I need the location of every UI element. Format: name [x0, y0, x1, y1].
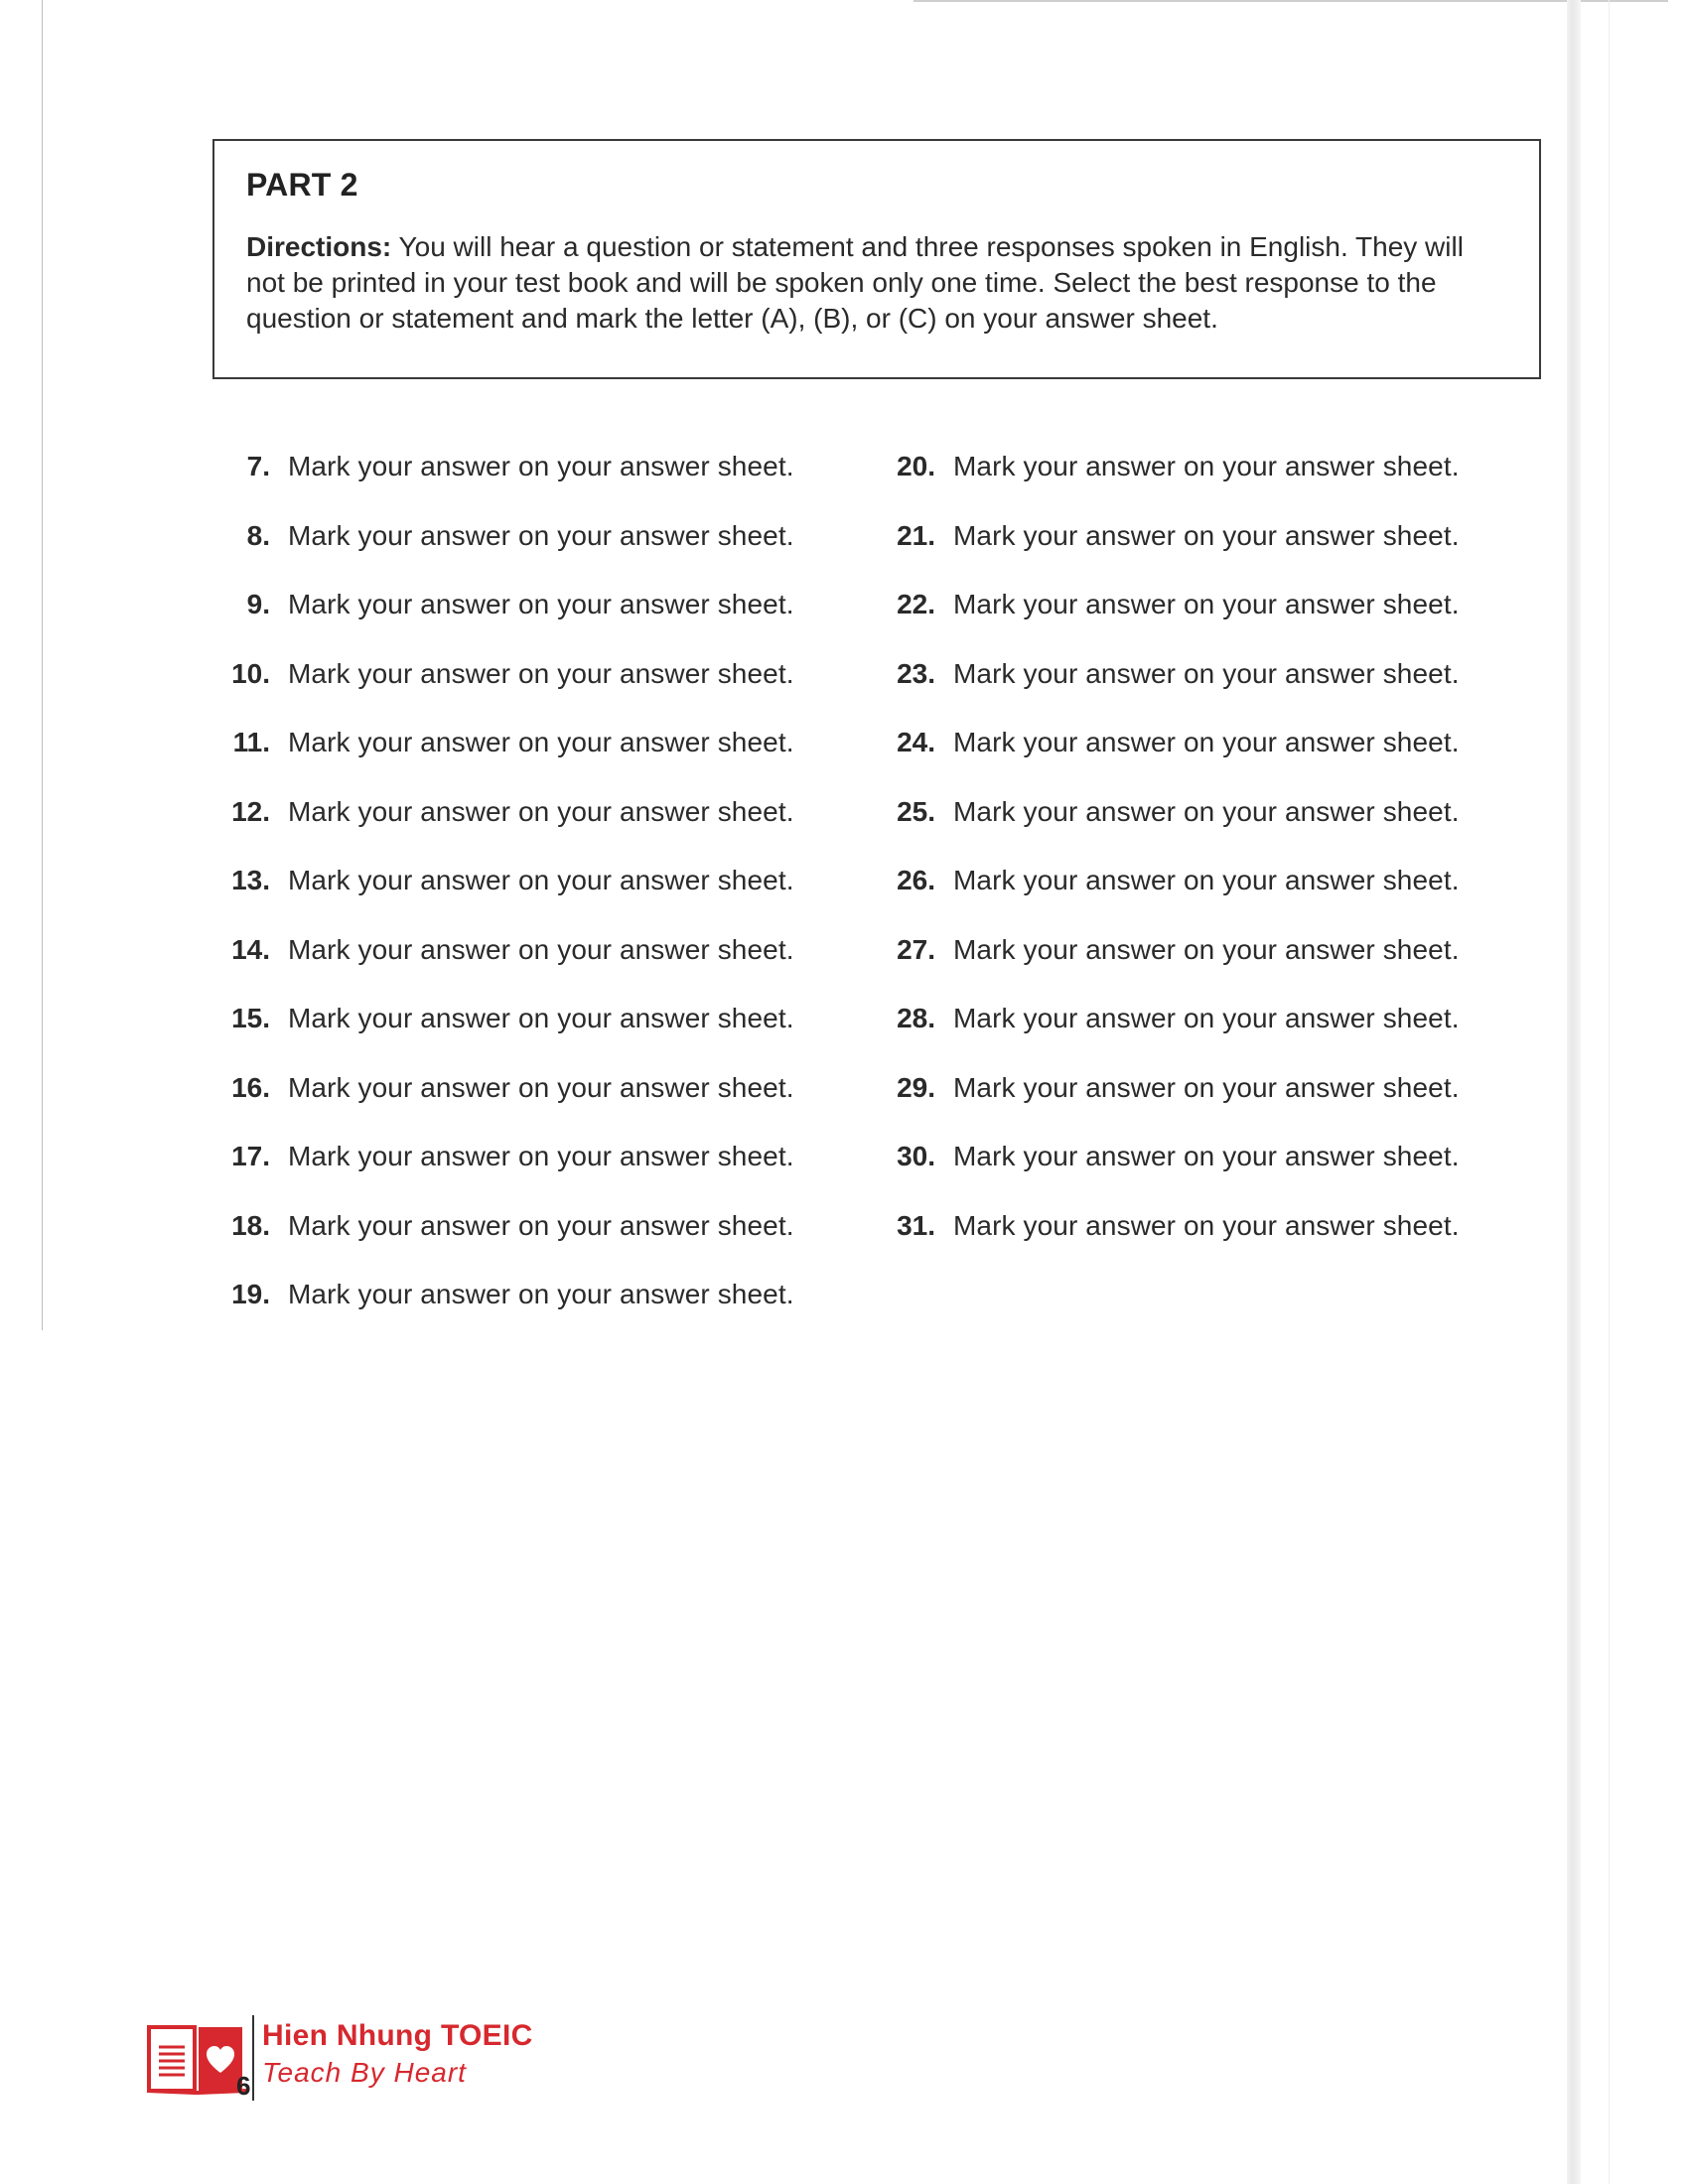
question-number: 13.: [231, 865, 270, 895]
question-instruction: Mark your answer on your answer sheet.: [288, 1071, 794, 1103]
page-left-edge: [42, 0, 43, 1330]
question-number: 27.: [897, 933, 935, 965]
question-number: 16.: [231, 1071, 270, 1103]
question-number: 28.: [897, 1003, 935, 1033]
question-item: [199, 725, 834, 794]
questions-column-right: [864, 449, 1499, 1277]
question-item: [864, 725, 1499, 794]
question-instruction: Mark your answer on your answer sheet.: [953, 1209, 1460, 1241]
question-instruction: Mark your answer on your answer sheet.: [953, 589, 1460, 619]
question-number: 24.: [897, 727, 935, 757]
questions-column-left: [199, 449, 834, 1346]
question-item: [864, 1070, 1499, 1140]
question-instruction: Mark your answer on your answer sheet.: [953, 865, 1460, 895]
question-instruction: Mark your answer on your answer sheet.: [288, 1141, 794, 1171]
question-number: 23.: [897, 657, 935, 689]
question-item: [864, 932, 1499, 1002]
question-instruction: Mark your answer on your answer sheet.: [288, 865, 794, 895]
question-number: 29.: [897, 1071, 935, 1103]
question-instruction: Mark your answer on your answer sheet.: [288, 795, 794, 827]
question-item: [199, 656, 834, 726]
question-instruction: Mark your answer on your answer sheet.: [288, 657, 794, 689]
question-item: [199, 587, 834, 656]
question-number: 14.: [231, 933, 270, 965]
question-number: 30.: [897, 1141, 935, 1171]
question-item: [199, 1277, 834, 1346]
question-instruction: Mark your answer on your answer sheet.: [288, 589, 794, 619]
question-instruction: Mark your answer on your answer sheet.: [288, 727, 794, 757]
question-number: 22.: [897, 589, 935, 619]
page-right-edge: [1567, 0, 1581, 2184]
question-item: [864, 1139, 1499, 1208]
question-item: [864, 794, 1499, 864]
question-number: 17.: [231, 1141, 270, 1171]
brand-name: Hien Nhung TOEIC: [262, 2019, 533, 2052]
question-item: [864, 587, 1499, 656]
question-item: [199, 794, 834, 864]
question-item: [864, 656, 1499, 726]
part-title: PART 2: [246, 167, 358, 203]
question-number: 15.: [231, 1003, 270, 1033]
question-instruction: Mark your answer on your answer sheet.: [288, 933, 794, 965]
directions-box: [212, 139, 1541, 379]
question-instruction: Mark your answer on your answer sheet.: [288, 1003, 794, 1033]
question-item: [864, 518, 1499, 588]
question-item: [199, 1001, 834, 1070]
question-item: [199, 518, 834, 588]
brand-tagline: Teach By Heart: [262, 2057, 467, 2088]
question-instruction: Mark your answer on your answer sheet.: [953, 657, 1460, 689]
question-instruction: Mark your answer on your answer sheet.: [288, 1209, 794, 1241]
question-number: 10.: [231, 657, 270, 689]
question-item: [864, 1001, 1499, 1070]
directions-label: Directions:: [246, 231, 392, 262]
question-instruction: Mark your answer on your answer sheet.: [288, 519, 794, 551]
page-number: 6: [236, 2071, 251, 2101]
question-instruction: Mark your answer on your answer sheet.: [288, 451, 794, 481]
question-item: [199, 932, 834, 1002]
question-number: 9.: [246, 589, 270, 619]
question-item: [199, 1070, 834, 1140]
question-item: [199, 863, 834, 932]
question-instruction: Mark your answer on your answer sheet.: [953, 933, 1460, 965]
directions-paragraph: [246, 229, 1509, 337]
page-right-edge-line: [1609, 0, 1610, 2184]
question-number: 21.: [897, 519, 935, 551]
question-number: 18.: [231, 1209, 270, 1241]
question-instruction: Mark your answer on your answer sheet.: [953, 1141, 1460, 1171]
book-heart-icon: [145, 2021, 248, 2097]
question-instruction: Mark your answer on your answer sheet.: [288, 1279, 794, 1309]
question-number: 12.: [231, 795, 270, 827]
question-number: 7.: [246, 451, 270, 481]
question-instruction: Mark your answer on your answer sheet.: [953, 795, 1460, 827]
question-instruction: Mark your answer on your answer sheet.: [953, 1003, 1460, 1033]
question-number: 26.: [897, 865, 935, 895]
question-instruction: Mark your answer on your answer sheet.: [953, 451, 1460, 481]
question-item: [199, 1208, 834, 1278]
question-number: 8.: [246, 519, 270, 551]
question-instruction: Mark your answer on your answer sheet.: [953, 727, 1460, 757]
question-number: 25.: [897, 795, 935, 827]
question-instruction: Mark your answer on your answer sheet.: [953, 1071, 1460, 1103]
directions-body: You will hear a question or statement and three responses spoken in English. They will not be printed in your test book and will be spoken only one time. Select the best response to the question or statement and mark the letter (A), (B), or (C) on your answer sheet.: [246, 231, 1464, 334]
footer-divider: [252, 2015, 254, 2101]
question-instruction: Mark your answer on your answer sheet.: [953, 519, 1460, 551]
question-number: 19.: [231, 1279, 270, 1309]
question-number: 11.: [232, 727, 270, 757]
question-number: 31.: [897, 1209, 935, 1241]
page-top-edge: [914, 0, 1668, 2]
question-item: [199, 1139, 834, 1208]
question-number: 20.: [897, 451, 935, 481]
question-item: [199, 449, 834, 518]
question-item: [864, 449, 1499, 518]
question-item: [864, 1208, 1499, 1278]
question-item: [864, 863, 1499, 932]
